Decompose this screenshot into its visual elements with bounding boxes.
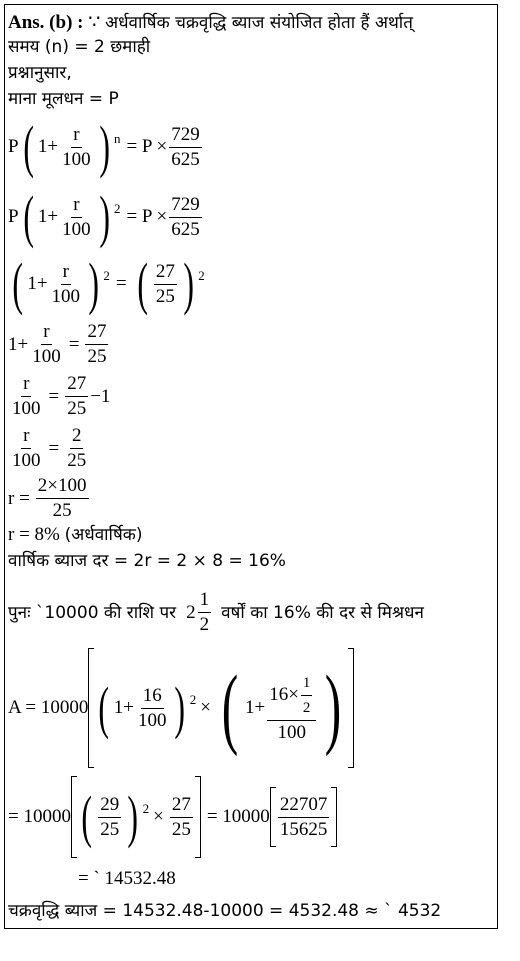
answer-heading <box>8 12 413 34</box>
equation-4: 1+ $\frac{r}{100}$ = $\frac{27}{25}$ <box>8 321 107 367</box>
equation-7: r = $\frac{2\times 100}{25}$ <box>8 475 87 521</box>
fraction: $\frac{729}{625}$ <box>171 123 200 170</box>
fraction: $\frac{2}{25}$ <box>67 425 87 471</box>
fraction: $\frac{r}{100}$ <box>12 373 41 419</box>
fraction: $\frac{16}{100}$ <box>137 684 167 731</box>
equation-5: $\frac{r}{100}$ = $\frac{27}{25}$ −1 <box>12 373 111 419</box>
annual-rate-line: वार्षिक ब्याज दर = 2r = 2 × 8 = 16% <box>8 551 286 571</box>
intro-text: अर्धवार्षिक चक्रवृद्धि ब्याज संयोजित होता हैं अर्थात् <box>105 13 413 33</box>
equation-2: P ( 1+ $\frac{r}{100}$ ) 2 = P × $\frac{729}{625}$ <box>8 184 200 249</box>
because-symbol: ∵ <box>88 12 101 33</box>
again-line: पुनः `10000 की राशि पर 2 $\frac{1}{2}$ वर्षों का 16% की दर से मिश्रधन <box>8 589 424 635</box>
fraction: $\frac{2\times 100}{25}$ <box>37 475 87 521</box>
compound-interest-line: चक्रवृद्धि ब्याज = 14532.48-10000 = 4532.48 ≈ ` 4532 <box>8 901 442 921</box>
amount-result: = ` 14532.48 <box>78 868 176 889</box>
fraction: $\frac{27}{25}$ <box>67 373 87 419</box>
r-result: r = 8% (अर्धवार्षिक) <box>8 524 143 545</box>
as-per-question: प्रश्नानुसार, <box>8 63 72 83</box>
amount-step-2: = 10000 ( $\frac{29}{25}$ ) 2 × $\frac{27}{25}$ = 10000 $\frac{22707}{15625}$ <box>8 776 337 858</box>
equation-6: $\frac{r}{100}$ = $\frac{2}{25}$ <box>12 425 87 471</box>
fraction: $\frac{r}{100}$ <box>51 260 81 307</box>
amount-equation: A = 10000 ( 1+ $\frac{16}{100}$ ) 2 × ( 1+ 16× $\frac{1}{2}$ 100 ) <box>8 648 354 768</box>
fraction: $\frac{r}{100}$ <box>12 425 41 471</box>
time-line: समय (n) = 2 छमाही <box>8 37 151 57</box>
fraction: 16× $\frac{1}{2}$ 100 <box>267 671 316 745</box>
fraction: $\frac{27}{25}$ <box>87 321 107 367</box>
assume-principal: माना मूलधन = P <box>8 89 119 109</box>
fraction: $\frac{r}{100}$ <box>62 123 91 170</box>
equation-3: ( 1+ $\frac{r}{100}$ ) 2 = ( $\frac{27}{25}$ ) 2 <box>12 251 205 316</box>
fraction: $\frac{29}{25}$ <box>100 793 120 840</box>
equation-1: P ( 1+ $\frac{r}{100}$ ) n = P × $\frac{729}{625}$ <box>8 114 200 179</box>
fraction: $\frac{729}{625}$ <box>171 193 200 240</box>
fraction: $\frac{r}{100}$ <box>62 193 91 240</box>
answer-label: Ans. (b) : <box>8 12 84 33</box>
fraction: $\frac{22707}{15625}$ <box>279 793 328 840</box>
fraction: $\frac{r}{100}$ <box>32 321 61 367</box>
fraction: $\frac{1}{2}$ <box>199 589 210 635</box>
fraction: $\frac{27}{25}$ <box>171 793 191 840</box>
fraction: $\frac{27}{25}$ <box>155 260 175 307</box>
